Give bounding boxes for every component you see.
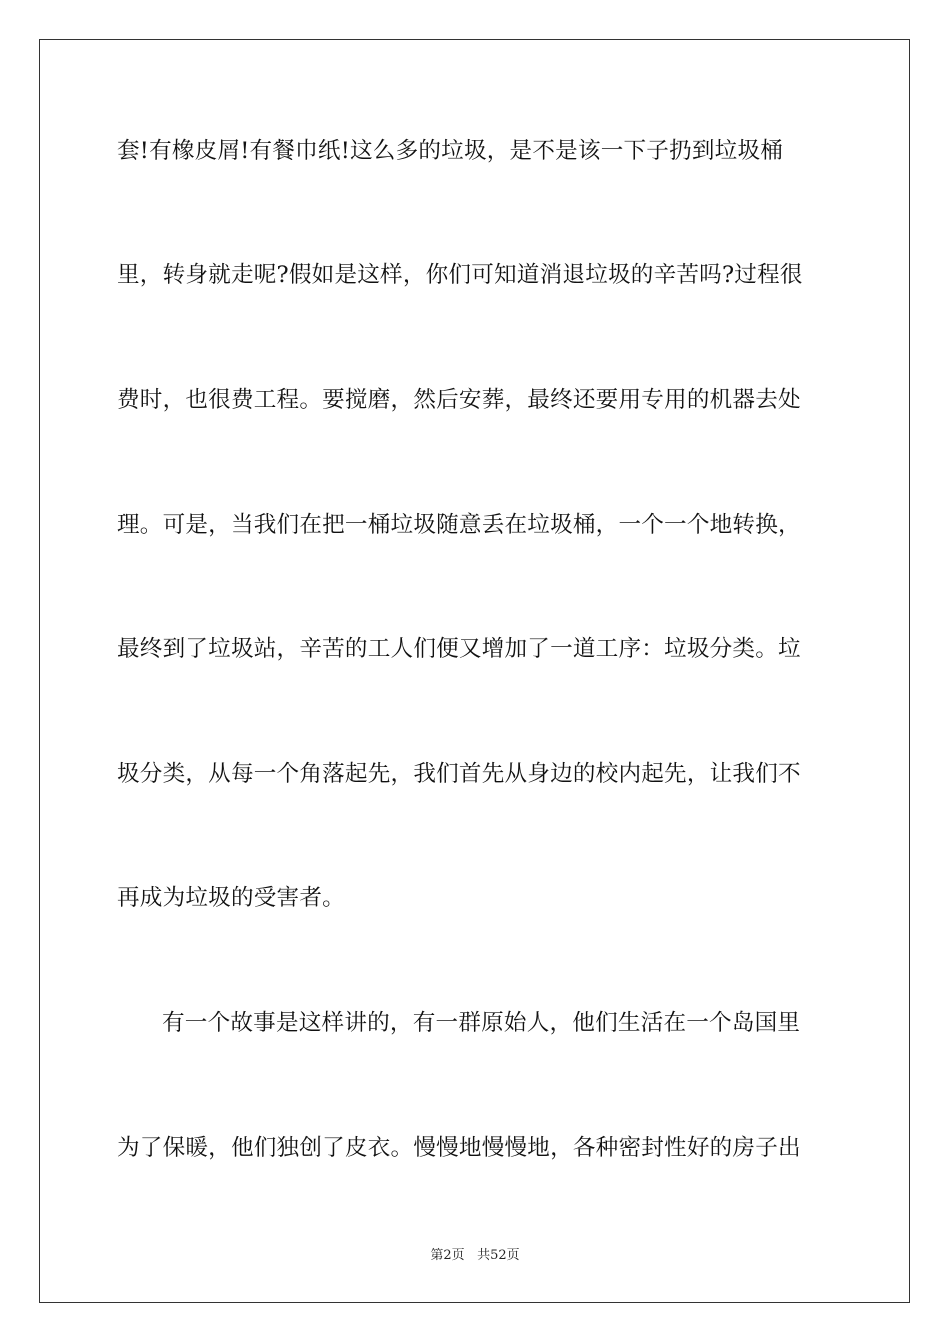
body-line-1: 套!有橡皮屑!有餐巾纸!这么多的垃圾，是不是该一下子扔到垃圾桶 xyxy=(117,138,784,164)
body-line-3: 费时，也很费工程。要搅磨，然后安葬，最终还要用专用的机器去处 xyxy=(117,387,801,413)
body-line-5: 最终到了垃圾站，辛苦的工人们便又增加了一道工序：垃圾分类。垃 xyxy=(117,636,801,662)
page-frame xyxy=(39,39,910,1303)
current-page-label: 第2页 xyxy=(430,1248,465,1263)
body-line-4: 理。可是，当我们在把一桶垃圾随意丢在垃圾桶，一个一个地转换， xyxy=(117,512,801,538)
body-line-8: 有一个故事是这样讲的，有一群原始人，他们生活在一个岛国里 xyxy=(162,1010,801,1036)
total-pages-label: 共52页 xyxy=(477,1248,520,1263)
page-footer xyxy=(0,1247,950,1265)
body-line-6: 圾分类，从每一个角落起先，我们首先从身边的校内起先，让我们不 xyxy=(117,761,801,787)
body-line-7: 再成为垃圾的受害者。 xyxy=(117,885,345,911)
body-line-9: 为了保暖，他们独创了皮衣。慢慢地慢慢地，各种密封性好的房子出 xyxy=(117,1135,801,1161)
body-line-2: 里，转身就走呢?假如是这样，你们可知道消退垃圾的辛苦吗?过程很 xyxy=(117,262,803,288)
